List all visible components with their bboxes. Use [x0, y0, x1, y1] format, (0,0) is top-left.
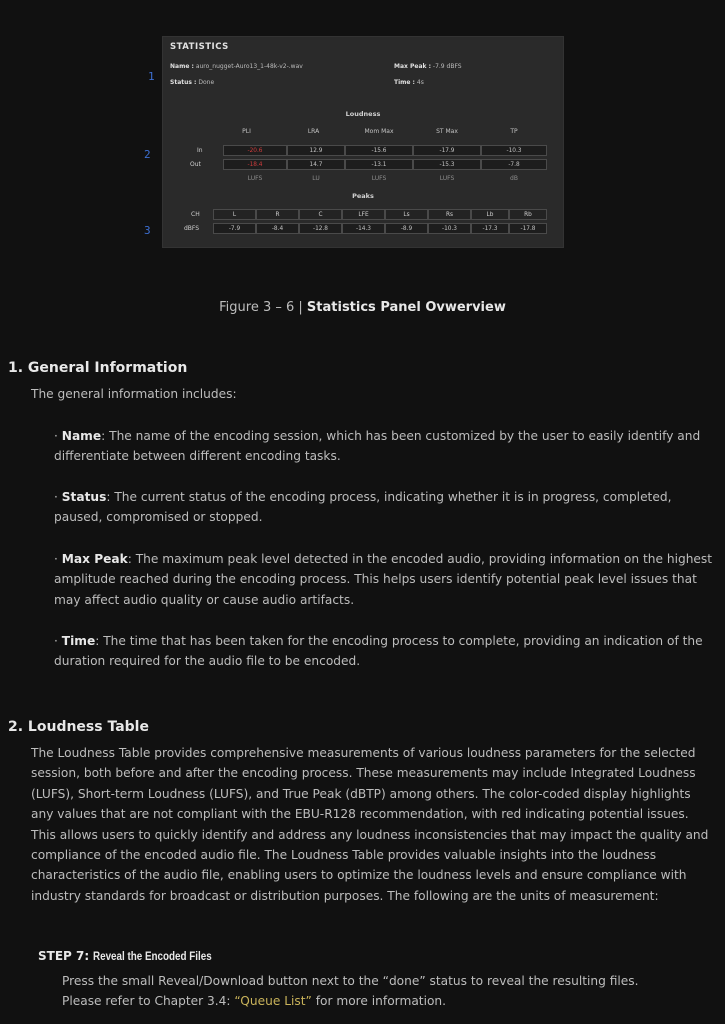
bullet-term: Name	[61, 429, 102, 443]
peaks-channel: R	[256, 209, 299, 220]
time-value: 4s	[416, 79, 424, 86]
peaks-channel: Ls	[385, 209, 428, 220]
peaks-value: -12.8	[299, 223, 342, 234]
section1-intro: The general information includes:	[31, 387, 237, 401]
loudness-cell: -15.3	[413, 159, 481, 170]
maxpeak-label: Max Peak :	[394, 63, 431, 70]
bullet-term: Status	[61, 490, 107, 504]
loudness-cell: -18.4	[223, 159, 287, 170]
peaks-channel: LFE	[342, 209, 385, 220]
loudness-unit: LUFS	[439, 175, 455, 182]
step7-line1: Press the small Reveal/Download button next to the “done” status to reveal the resulting files.	[62, 974, 639, 988]
loudness-title: Loudness	[345, 110, 381, 118]
step7-label: STEP 7:	[38, 949, 90, 963]
loudness-unit: LU	[312, 175, 320, 182]
bullet-term: Time	[61, 634, 96, 648]
peaks-value: -8.4	[256, 223, 299, 234]
name-info	[170, 63, 303, 70]
maxpeak-info	[394, 63, 462, 70]
name-label: Name :	[170, 63, 194, 70]
loudness-cell: -20.6	[223, 145, 287, 156]
peaks-ch-label: CH	[191, 211, 200, 218]
bullet-text: : The time that has been taken for the encoding process to complete, providing an indication of the duration required for the audio file to be encoded.	[54, 634, 703, 669]
peaks-value: -14.3	[342, 223, 385, 234]
statistics-panel	[162, 36, 564, 248]
peaks-title: Peaks	[352, 192, 374, 200]
bullet-text: : The maximum peak level detected in the encoded audio, providing information on the highest amplitude reached during the encoding process. This helps users identify potential peak level issues that may affect audio quality or cause audio artifacts.	[54, 552, 713, 607]
peaks-channel: Rs	[428, 209, 471, 220]
step7-line2-suffix: for more information.	[311, 994, 447, 1008]
bullet-name: · Name: The name of the encoding session, which has been customized by the user to easily identify and differentiate between different encoding tasks.	[54, 429, 701, 464]
queue-list-link[interactable]: “Queue List”	[234, 994, 312, 1008]
status-label: Status :	[170, 79, 197, 86]
time-info	[394, 79, 424, 86]
loudness-unit: LUFS	[247, 175, 263, 182]
status-value: Done	[198, 79, 215, 86]
loudness-row-label: In	[197, 147, 203, 154]
bullet-text: : The current status of the encoding process, indicating whether it is in progress, completed, paused, compromised or stopped.	[54, 490, 672, 525]
panel-title: STATISTICS	[170, 42, 229, 52]
loudness-unit: dB	[510, 175, 518, 182]
bullet-max-peak: · Max Peak: The maximum peak level detected in the encoded audio, providing information on the highest amplitude reached during the encoding process. This helps users identify potential peak level issues that may affect audio quality or cause audio artifacts.	[54, 552, 713, 607]
loudness-col-header: Mom Max	[364, 128, 394, 135]
loudness-cell: 12.9	[287, 145, 345, 156]
loudness-cell: 14.7	[287, 159, 345, 170]
loudness-col-header: ST Max	[436, 128, 458, 135]
peaks-channel: Rb	[509, 209, 547, 220]
bullet-time: · Time: The time that has been taken for the encoding process to complete, providing an indication of the duration required for the audio file to be encoded.	[54, 634, 703, 669]
step7-heading	[38, 949, 238, 963]
loudness-unit: LUFS	[371, 175, 387, 182]
figure-caption	[0, 300, 725, 315]
bullet-text: : The name of the encoding session, which has been customized by the user to easily identify and differentiate between different encoding tasks.	[54, 429, 701, 464]
loudness-cell: -17.9	[413, 145, 481, 156]
loudness-col-header: LRA	[307, 128, 320, 135]
section-marker: 1	[148, 70, 155, 83]
peaks-channel: C	[299, 209, 342, 220]
peaks-dbfs-label: dBFS	[184, 225, 200, 232]
loudness-row-label: Out	[190, 161, 201, 168]
status-info	[170, 79, 214, 86]
section2-body: The Loudness Table provides comprehensive measurements of various loudness parameters for the selected session, both before and after the encoding process. These measurements may include Integrated Loudness (LUFS), Short-term Loudness (LUFS), and True Peak (dBTP) among others. The color-coded display highlights any values that are not compliant with the EBU-R128 recommendation, with red indicating potential issues. This allows users to quickly identify and address any loudness inconsistencies that may impact the quality and compliance of the encoded audio file. The Loudness Table provides valuable insights into the loudness characteristics of the audio file, enabling users to optimize the loudness levels and ensure compliance with industry standards for broadcast or distribution purposes. The following are the units of measurement:	[31, 746, 709, 903]
peaks-value: -7.9	[213, 223, 256, 234]
section2-heading: 2. Loudness Table	[8, 719, 149, 735]
peaks-value: -10.3	[428, 223, 471, 234]
name-value: auro_nugget-Auro13_1-48k-v2-.wav	[195, 63, 303, 70]
section-marker: 3	[144, 224, 151, 237]
caption-prefix: Figure 3 – 6 |	[219, 300, 307, 315]
section1-heading: 1. General Information	[8, 360, 188, 376]
peaks-channel: Lb	[471, 209, 509, 220]
loudness-col-header: PLI	[242, 128, 251, 135]
peaks-value: -17.3	[471, 223, 509, 234]
peaks-channel: L	[213, 209, 256, 220]
loudness-col-header: TP	[510, 128, 518, 135]
section-marker: 2	[144, 148, 151, 161]
time-label: Time :	[394, 79, 415, 86]
step7-line2	[62, 991, 722, 1011]
loudness-cell: -15.6	[345, 145, 413, 156]
loudness-cell: -7.8	[481, 159, 547, 170]
maxpeak-value: -7.9 dBFS	[432, 63, 462, 70]
loudness-cell: -13.1	[345, 159, 413, 170]
loudness-cell: -10.3	[481, 145, 547, 156]
peaks-value: -17.8	[509, 223, 547, 234]
step7-title: Reveal the Encoded Files	[93, 949, 213, 963]
step7-line2-prefix: Please refer to Chapter 3.4:	[62, 994, 235, 1008]
caption-title: Statistics Panel Ovwerview	[306, 300, 506, 315]
bullet-term: Max Peak	[61, 552, 128, 566]
bullet-status: · Status: The current status of the encoding process, indicating whether it is in progress, completed, paused, compromised or stopped.	[54, 490, 672, 525]
peaks-value: -8.9	[385, 223, 428, 234]
